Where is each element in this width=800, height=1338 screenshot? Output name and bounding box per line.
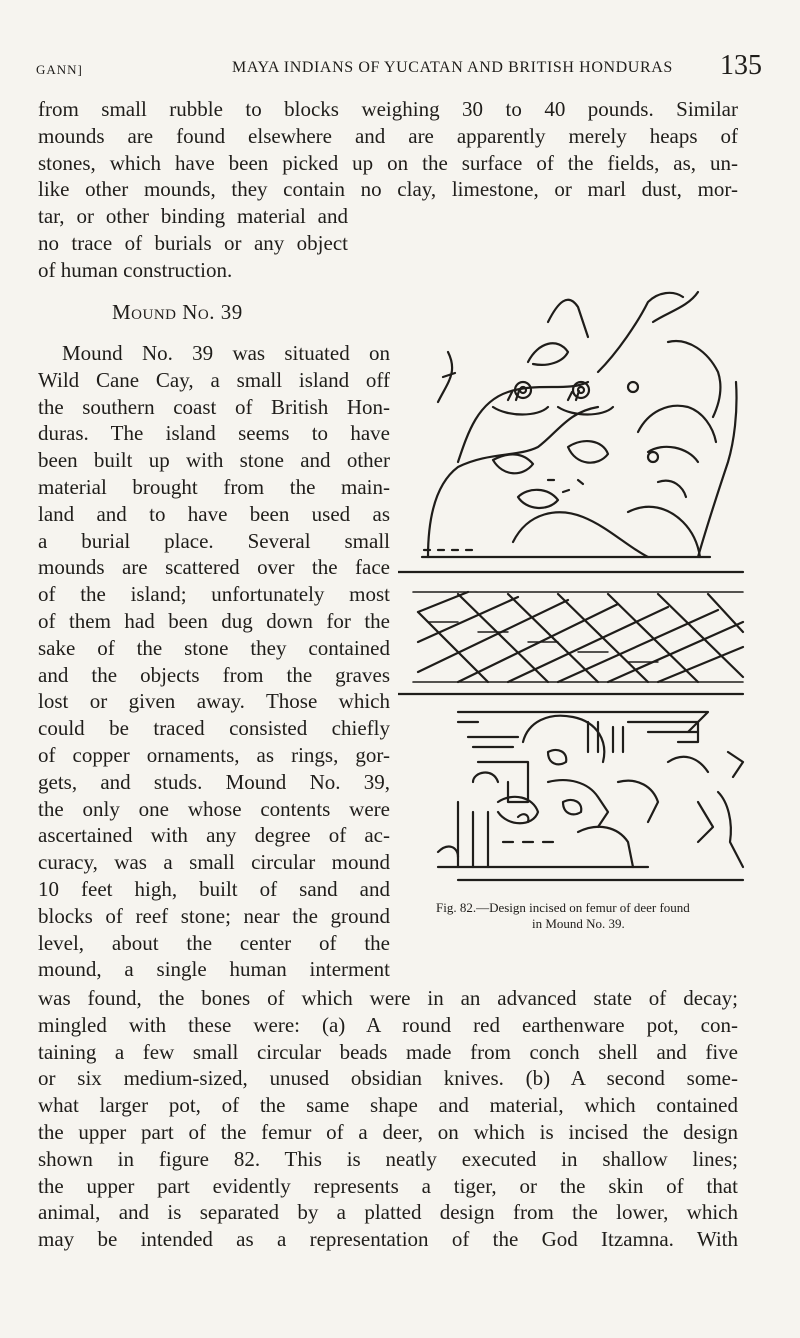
text-line: of them had been dug down for the — [38, 608, 390, 633]
caption-line: Fig. 82.—Design incised on femur of deer found — [436, 900, 690, 915]
figure-82 — [398, 282, 750, 882]
text-line: and the objects from the graves — [38, 662, 390, 687]
text-line: the only one whose contents were — [38, 796, 390, 821]
text-line: the upper part of the femur of a deer, on which is incised the design — [38, 1119, 738, 1144]
page-number: 135 — [720, 50, 762, 81]
text-line: taining a few small circular beads made from conch shell and five — [38, 1039, 738, 1064]
text-line: no trace of burials or any object — [38, 230, 348, 255]
text-line: of human construction. — [38, 257, 233, 282]
intro-paragraph — [38, 96, 738, 203]
running-header — [36, 50, 762, 90]
text-line: 10 feet high, built of sand and — [38, 876, 390, 901]
section-heading: Mound No. 39 — [112, 300, 243, 324]
text-line: level, about the center of the — [38, 930, 390, 955]
text-line: what larger pot, of the same shape and material, which contained — [38, 1093, 738, 1118]
text-line: like other mounds, they contain no clay, limestone, or marl dust, mor- — [38, 177, 738, 202]
intro-paragraph-continued — [38, 203, 348, 283]
text-line: or six medium-sized, unused obsidian knives. (b) A second some- — [38, 1066, 738, 1091]
text-line: Mound No. 39 was situated on — [62, 341, 390, 365]
text-line: land and to have been used as — [38, 501, 390, 526]
text-line: curacy, was a small circular mound — [38, 850, 390, 875]
text-line: the upper part evidently represents a tiger, or the skin of that — [38, 1173, 738, 1198]
text-line: tar, or other binding material and — [38, 204, 348, 228]
text-line: of copper ornaments, as rings, gor- — [38, 742, 390, 767]
text-line: may be intended as a representation of the God Itzamna. With — [38, 1227, 738, 1252]
text-line: gets, and studs. Mound No. 39, — [38, 769, 390, 794]
closing-paragraph — [38, 985, 738, 1253]
text-line: from small rubble to blocks weighing 30 to 40 pounds. Similar — [38, 97, 738, 121]
text-line: been built up with stone and other — [38, 448, 390, 473]
text-line: lost or given away. Those which — [38, 689, 390, 714]
text-line: a burial place. Several small — [38, 528, 390, 553]
figure-caption — [436, 900, 756, 932]
text-line: material brought from the main- — [38, 474, 390, 499]
text-line: stones, which have been picked up on the surface of the fields, as, un- — [38, 150, 738, 175]
text-line: mounds are scattered over the face — [38, 555, 390, 580]
tiger-motif — [422, 292, 737, 557]
text-line: could be traced consisted chiefly — [38, 716, 390, 741]
text-line: mounds are found elsewhere and are apparently merely heaps of — [38, 123, 738, 148]
femur-design-illustration — [398, 282, 750, 882]
text-line: mingled with these were: (a) A round red earthenware pot, con- — [38, 1012, 738, 1037]
platted-design — [413, 592, 743, 682]
text-line: was found, the bones of which were in an advanced state of decay; — [38, 986, 738, 1010]
section-paragraph — [38, 340, 390, 983]
header-author: GANN] — [36, 62, 83, 77]
text-line: sake of the stone they contained — [38, 635, 390, 660]
text-line: the southern coast of British Hon- — [38, 394, 390, 419]
text-line: Wild Cane Cay, a small island off — [38, 367, 390, 392]
text-line: ascertained with any degree of ac- — [38, 823, 390, 848]
god-motif — [438, 712, 743, 880]
text-line: animal, and is separated by a platted design from the lower, which — [38, 1200, 738, 1225]
text-line: mound, a single human interment — [38, 957, 390, 982]
header-title: MAYA INDIANS OF YUCATAN AND BRITISH HONDURAS — [232, 59, 673, 76]
text-line: shown in figure 82. This is neatly executed in shallow lines; — [38, 1146, 738, 1171]
text-line: of the island; unfortunately most — [38, 582, 390, 607]
text-line: duras. The island seems to have — [38, 421, 390, 446]
caption-line: in Mound No. 39. — [532, 916, 625, 931]
text-line: blocks of reef stone; near the ground — [38, 903, 390, 928]
